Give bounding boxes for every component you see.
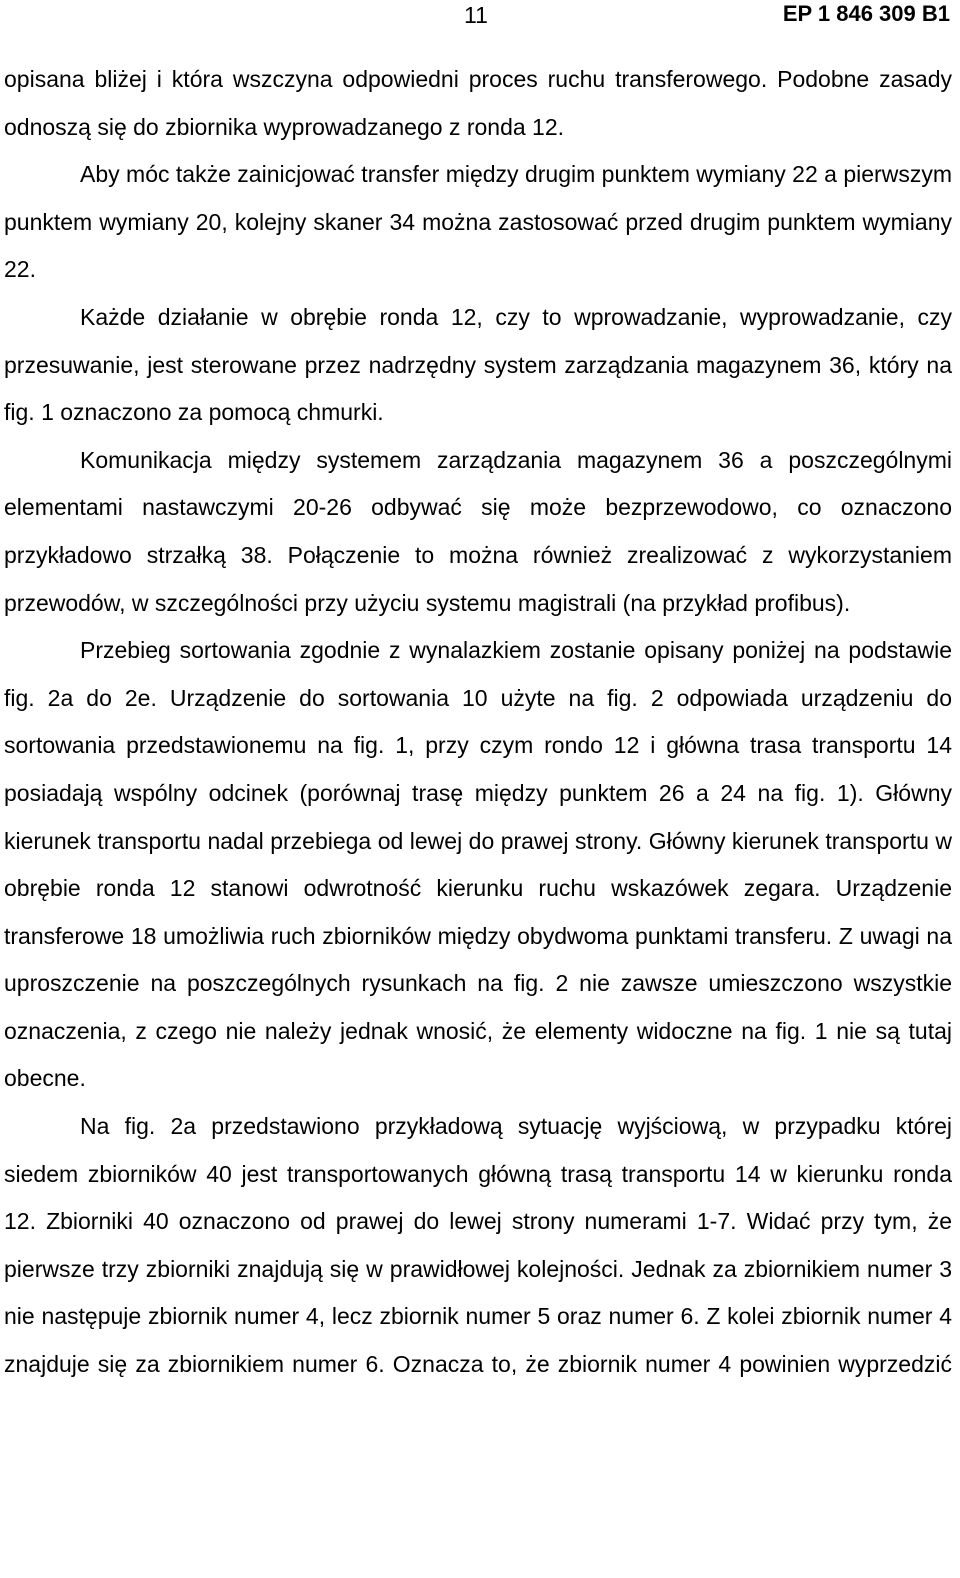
paragraph: opisana bliżej i która wszczyna odpowiedni proces ruchu transferowego. Podobne zasady odnoszą się do zbiornika wyprowadzanego z ronda 12. [4, 66, 952, 140]
paragraph: Przebieg sortowania zgodnie z wynalazkiem zostanie opisany poniżej na podstawie fig. 2a do 2e. Urządzenie do sortowania 10 użyte na fig. 2 odpowiada urządzeniu do sortowania przedstawionemu na fig. 1, przy czym rondo 12 i główna trasa transportu 14 posiadają wspólny odcinek (porównaj trasę między punktem 26 a 24 na fig. 1). Główny kierunek transportu nadal przebiega od lewej do prawej strony. Główny kierunek transportu w obrębie ronda 12 stanowi odwrotność kierunku ruchu wskazówek zegara. Urządzenie transferowe 18 umożliwia ruch zbiorników między obydwoma punktami transferu. Z uwagi na uproszczenie na poszczególnych rysunkach na fig. 2 nie zawsze umieszczono wszystkie oznaczenia, z czego nie należy jednak wnosić, że elementy widoczne na fig. 1 nie są tutaj obecne. [4, 637, 952, 1092]
document-body [4, 56, 952, 1389]
paragraph: Na fig. 2a przedstawiono przykładową sytuację wyjściową, w przypadku której siedem zbiorników 40 jest transportowanych główną trasą transportu 14 w kierunku ronda 12. Zbiorniki 40 oznaczono od prawej do lewej strony numerami 1-7. Widać przy tym, że pierwsze trzy zbiorniki znajdują się w prawidłowej kolejności. Jednak za zbiornikiem numer 3 nie następuje zbiornik numer 4, lecz zbiornik numer 5 oraz numer 6. Z kolei zbiornik numer 4 znajduje się za zbiornikiem numer 6. Oznacza to, że zbiornik numer 4 powinien wyprzedzić [4, 1113, 952, 1378]
document-id: EP 1 846 309 B1 [782, 1, 950, 26]
paragraph: Każde działanie w obrębie ronda 12, czy to wprowadzanie, wyprowadzanie, czy przesuwanie, jest sterowane przez nadrzędny system zarządzania magazynem 36, który na fig. 1 oznaczono za pomocą chmurki. [4, 303, 952, 426]
page-number: 11 [464, 2, 488, 28]
page-header [0, 0, 960, 30]
paragraph: Komunikacja między systemem zarządzania magazynem 36 a poszczególnymi elementami nastawczymi 20-26 odbywać się może bezprzewodowo, co oznaczono przykładowo strzałką 38. Połączenie to można również zrealizować z wykorzystaniem przewodów, w szczególności przy użyciu systemu magistrali (na przykład profibus). [4, 446, 952, 616]
paragraph: Aby móc także zainicjować transfer między drugim punktem wymiany 22 a pierwszym punktem wymiany 20, kolejny skaner 34 można zastosować przed drugim punktem wymiany 22. [4, 161, 952, 283]
